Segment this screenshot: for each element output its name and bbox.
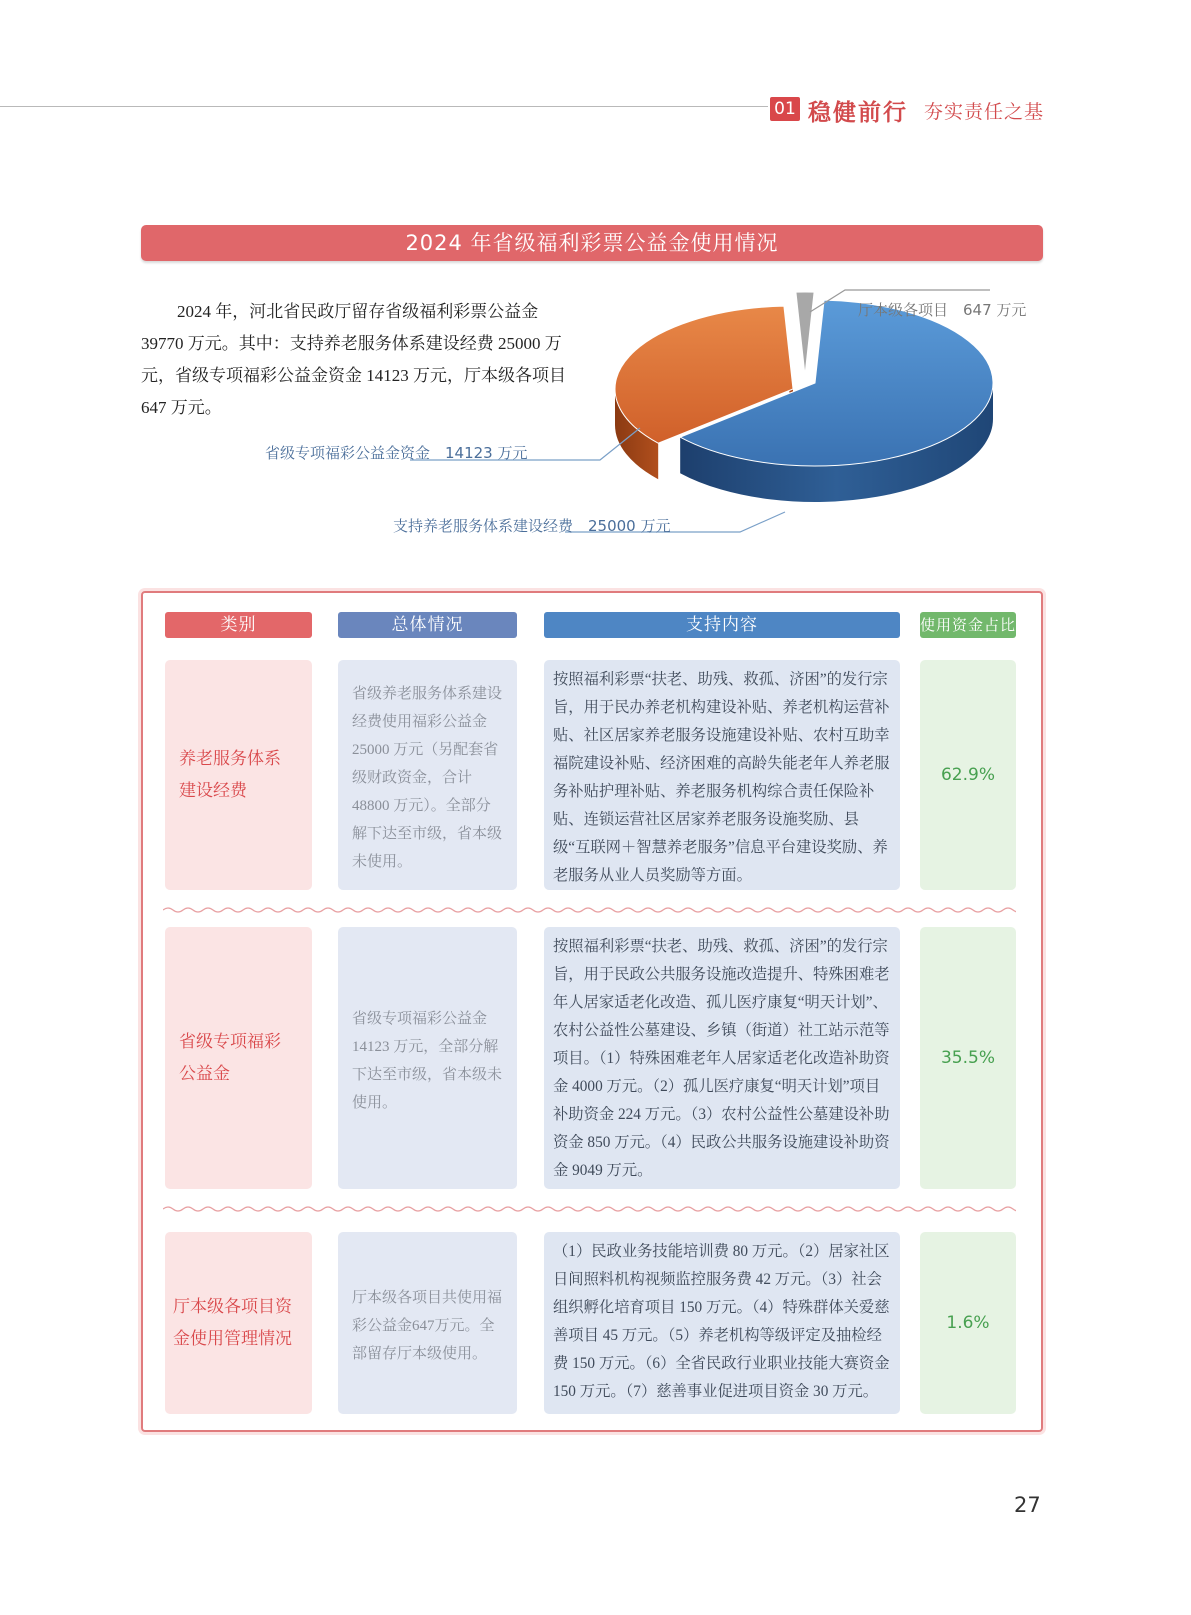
row-2-content bbox=[544, 927, 900, 1189]
header-overview: 总体情况 bbox=[338, 612, 517, 638]
page-number: 27 bbox=[1014, 1493, 1041, 1517]
row-1-overview bbox=[338, 660, 517, 890]
row-1-category bbox=[165, 660, 312, 890]
row-3-ratio bbox=[920, 1232, 1016, 1414]
row-1-content bbox=[544, 660, 900, 890]
header-ratio: 使用资金占比 bbox=[920, 612, 1016, 638]
row-3-overview bbox=[338, 1232, 517, 1414]
row-3-content bbox=[544, 1232, 900, 1414]
row-3-overview-text: 厅本级各项目共使用福彩公益金647万元。全部留存厅本级使用。 bbox=[352, 1290, 503, 1362]
section-title: 2024 年省级福利彩票公益金使用情况 bbox=[141, 225, 1043, 261]
pie-label-elderly: 支持养老服务体系建设经费 25000 万元 bbox=[393, 517, 671, 535]
pie-label-dept: 厅本级各项目 647 万元 bbox=[858, 301, 1027, 319]
header-category: 类别 bbox=[165, 612, 312, 638]
row-2-category bbox=[165, 927, 312, 1189]
pie-label-special: 省级专项福彩公益金资金 14123 万元 bbox=[265, 444, 528, 462]
row-divider-2 bbox=[163, 1204, 1016, 1214]
intro-paragraph: 2024 年，河北省民政厅留存省级福利彩票公益金 39770 万元。其中：支持养老服务体系建设经费 25000 万元，省级专项福彩公益金资金 14123 万元，厅本级各项目 647 万元。 bbox=[141, 302, 566, 417]
pie-slice-dept bbox=[796, 292, 814, 375]
section-number-badge: 01 bbox=[770, 97, 800, 121]
row-1-content-text: 按照福利彩票“扶老、助残、救孤、济困”的发行宗旨，用于民办养老机构建设补贴、养老机构运营补贴、社区居家养老服务设施建设补贴、农村互助幸福院建设补贴、经济困难的高龄失能老年人养老服务补贴护理补贴、养老服务机构综合责任保险补贴、连锁运营社区居家养老服务设施奖励、县级“互联网＋智慧养老服务”信息平台建设奖励、养老服务从业人员奖励等方面。 bbox=[553, 671, 890, 884]
chapter-title: 稳健前行 bbox=[808, 99, 908, 126]
header-content: 支持内容 bbox=[544, 612, 900, 638]
row-2-ratio bbox=[920, 927, 1016, 1189]
row-3-ratio-text: 1.6% bbox=[946, 1313, 990, 1333]
row-2-overview-text: 省级专项福彩公益金 14123 万元，全部分解下达至市级，省本级未使用。 bbox=[352, 1011, 503, 1111]
chapter-subtitle: 夯实责任之基 bbox=[924, 101, 1045, 123]
row-3-category bbox=[165, 1232, 312, 1414]
row-1-ratio-text: 62.9% bbox=[940, 765, 995, 785]
row-2-content-text: 按照福利彩票“扶老、助残、救孤、济困”的发行宗旨，用于民政公共服务设施改造提升、特殊困难老年人居家适老化改造、孤儿医疗康复“明天计划”、农村公益性公墓建设、乡镇（街道）社工站示范等项目。（1）特殊困难老年人居家适老化改造补助资金 4000 万元。（2）孤儿医疗康复“明天计划”项目补助资金 224 万元。（3）农村公益性公墓建设补助资金 850 万元。（4）民政公共服务设施建设补助资金 9049 万元。 bbox=[553, 938, 890, 1179]
row-3-category-text: 厅本级各项目资 金使用管理情况 bbox=[173, 1297, 292, 1349]
row-1-overview-text: 省级养老服务体系建设经费使用福彩公益金 25000 万元（另配套省级财政资金，合计 48800 万元）。全部分解下达至市级，省本级未使用。 bbox=[352, 686, 503, 870]
row-2-overview bbox=[338, 927, 517, 1189]
row-divider-1 bbox=[163, 905, 1016, 915]
row-3-content-text: （1）民政业务技能培训费 80 万元。（2）居家社区日间照料机构视频监控服务费 42 万元。（3）社会组织孵化培育项目 150 万元。（4）特殊群体关爱慈善项目 45 万元。（5）养老机构等级评定及抽检经费 150 万元。（6）全省民政行业职业技能大赛资金 150 万元。（7）慈善事业促进项目资金 30 万元。 bbox=[553, 1243, 890, 1400]
row-2-category-text: 省级专项福彩 公益金 bbox=[179, 1032, 281, 1084]
header-rule bbox=[0, 106, 768, 107]
row-1-category-text: 养老服务体系 建设经费 bbox=[179, 749, 281, 801]
row-2-ratio-text: 35.5% bbox=[940, 1048, 995, 1068]
row-1-ratio bbox=[920, 660, 1016, 890]
